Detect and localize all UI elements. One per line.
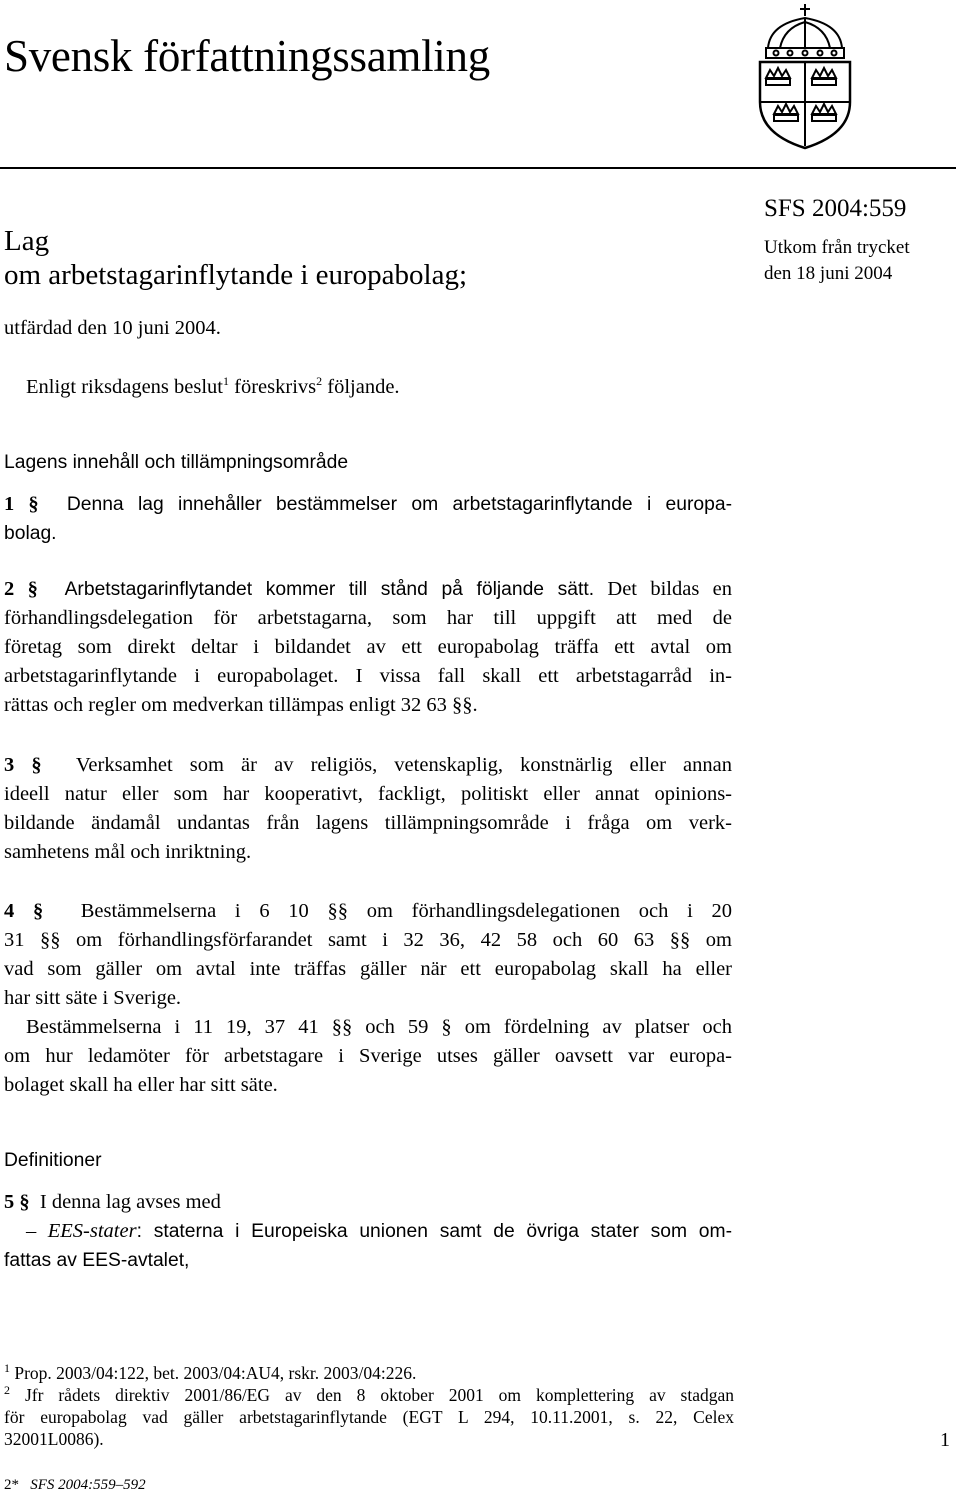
section-sign: § xyxy=(19,1191,30,1213)
section-number: 5 xyxy=(4,1191,15,1213)
publication-info xyxy=(764,235,910,287)
footnote-1-text: Prop. 2003/04:122, bet. 2003/04:AU4, rskr. 2003/04:226. xyxy=(10,1363,417,1383)
page-number: 1 xyxy=(940,1429,950,1451)
section-number: 2 xyxy=(4,578,15,600)
definition-dash: – xyxy=(26,1220,48,1242)
issued-date: utfärdad den 10 juni 2004. xyxy=(4,317,221,339)
section-2-line-5: rättas och regler om medverkan tillämpas enligt 32 63 §§. xyxy=(4,694,478,716)
footnote-mark: 1 xyxy=(4,1361,10,1376)
page-footer xyxy=(4,1477,146,1494)
section-2-line-3: företag som direkt deltar i bildandet av ett europabolag träffa ett avtal om xyxy=(4,636,732,658)
footer-mark: 2* xyxy=(4,1477,19,1493)
section-3 xyxy=(4,751,732,867)
section-heading-definitions: Definitioner xyxy=(4,1150,102,1171)
section-3-line-1: Verksamhet som är av religiös, vetenskaplig, konstnärlig eller annan xyxy=(75,754,733,776)
section-1-line-2: bolag. xyxy=(4,523,57,544)
section-2 xyxy=(4,575,732,720)
header-rule xyxy=(0,167,956,169)
utkom-line-1: Utkom från trycket xyxy=(764,237,910,258)
section-sign: § xyxy=(27,578,38,600)
footnote-ref-1[interactable]: 1 xyxy=(223,374,230,389)
section-4-para2-line-1: Bestämmelserna i 11 19, 37 41 §§ och 59 § om fördelning av platser och xyxy=(26,1016,732,1038)
collection-title: Svensk författningssamling xyxy=(4,31,490,81)
section-2-line-4b: I vissa fall skall ett arbetstagarråd in- xyxy=(338,665,733,687)
footnote-1 xyxy=(4,1362,734,1384)
definition-term: EES-stater xyxy=(47,1220,137,1242)
footnote-2-line-2: för europabolag vad gäller arbetstagarinflytande (EGT L 294, 10.11.2001, s. 22, Celex xyxy=(4,1407,734,1427)
section-number: 4 xyxy=(4,900,15,922)
definition-text-1: : staterna i Europeiska unionen samt de övriga stater som om- xyxy=(136,1221,733,1242)
law-title-line-1: Lag xyxy=(4,225,50,257)
sfs-number: SFS 2004:559 xyxy=(764,195,907,222)
footnote-2-line-3: 32001L0086). xyxy=(4,1429,104,1449)
law-title-line-2: om arbetstagarinflytande i europabolag; xyxy=(4,259,468,291)
section-4 xyxy=(4,897,732,1100)
utkom-line-2: den 18 juni 2004 xyxy=(764,263,893,284)
section-3-line-3: bildande ändamål undantas från lagens tillämpningsområde i fråga om verk- xyxy=(4,812,732,834)
footnote-2-line-1: Jfr rådets direktiv 2001/86/EG av den 8 oktober 2001 om komplettering av stadgan xyxy=(10,1385,734,1405)
section-4-para2-line-3: bolaget skall ha eller har sitt säte. xyxy=(4,1074,278,1096)
section-4-line-1: Bestämmelserna i 6 10 §§ om förhandlingsdelegationen och i 20 xyxy=(80,900,732,922)
section-sign: § xyxy=(31,754,42,776)
section-2-line-1a: Arbetstagarinflytandet kommer till stånd på följande sätt. xyxy=(64,579,595,600)
section-2-line-4a: arbetstagarinflytande i europabolaget. xyxy=(4,665,339,687)
section-4-line-2: 31 §§ om förhandlingsförfarandet samt i 32 36, 42 58 och 60 63 §§ om xyxy=(4,929,732,951)
footnote-ref-2[interactable]: 2 xyxy=(316,374,323,389)
law-title xyxy=(4,224,467,292)
section-sign: § xyxy=(28,493,39,515)
section-3-line-2: ideell natur eller som har kooperativt, fackligt, politiskt eller annat opinions- xyxy=(4,783,732,805)
section-3-line-4: samhetens mål och inriktning. xyxy=(4,841,252,863)
section-1 xyxy=(4,490,732,548)
preamble-text-2: föreskrivs xyxy=(229,376,317,398)
section-heading-scope: Lagens innehåll och tillämpningsområde xyxy=(4,452,349,473)
swedish-coat-of-arms-icon xyxy=(750,2,860,150)
section-sign: § xyxy=(32,900,44,922)
preamble-text-3: följande. xyxy=(322,376,400,398)
section-4-line-3: vad som gäller om avtal inte träffas gäller när ett europabolag skall ha eller xyxy=(4,958,732,980)
definition-text-2: fattas av EES-avtalet, xyxy=(4,1250,190,1271)
section-1-line-1: Denna lag innehåller bestämmelser om arbetstagarinflytande i europa- xyxy=(66,494,733,515)
section-number: 3 xyxy=(4,754,15,776)
section-number: 1 xyxy=(4,493,15,515)
section-4-para2-line-2: om hur ledamöter för arbetstagare i Sverige utses gäller oavsett var europa- xyxy=(4,1045,732,1067)
section-4-line-4: har sitt säte i Sverige. xyxy=(4,987,182,1009)
section-5 xyxy=(4,1188,732,1275)
footnote-2 xyxy=(4,1384,734,1450)
footer-reference: SFS 2004:559–592 xyxy=(30,1477,146,1493)
preamble-text-1: Enligt riksdagens beslut xyxy=(26,376,224,398)
section-2-line-1b: Det bildas en xyxy=(594,578,733,600)
footnote-mark: 2 xyxy=(4,1383,10,1398)
section-2-line-2: förhandlingsdelegation för arbetstagarna, som har till uppgift att med de xyxy=(4,607,732,629)
preamble xyxy=(4,373,732,402)
section-5-line-1: I denna lag avses med xyxy=(39,1191,221,1213)
